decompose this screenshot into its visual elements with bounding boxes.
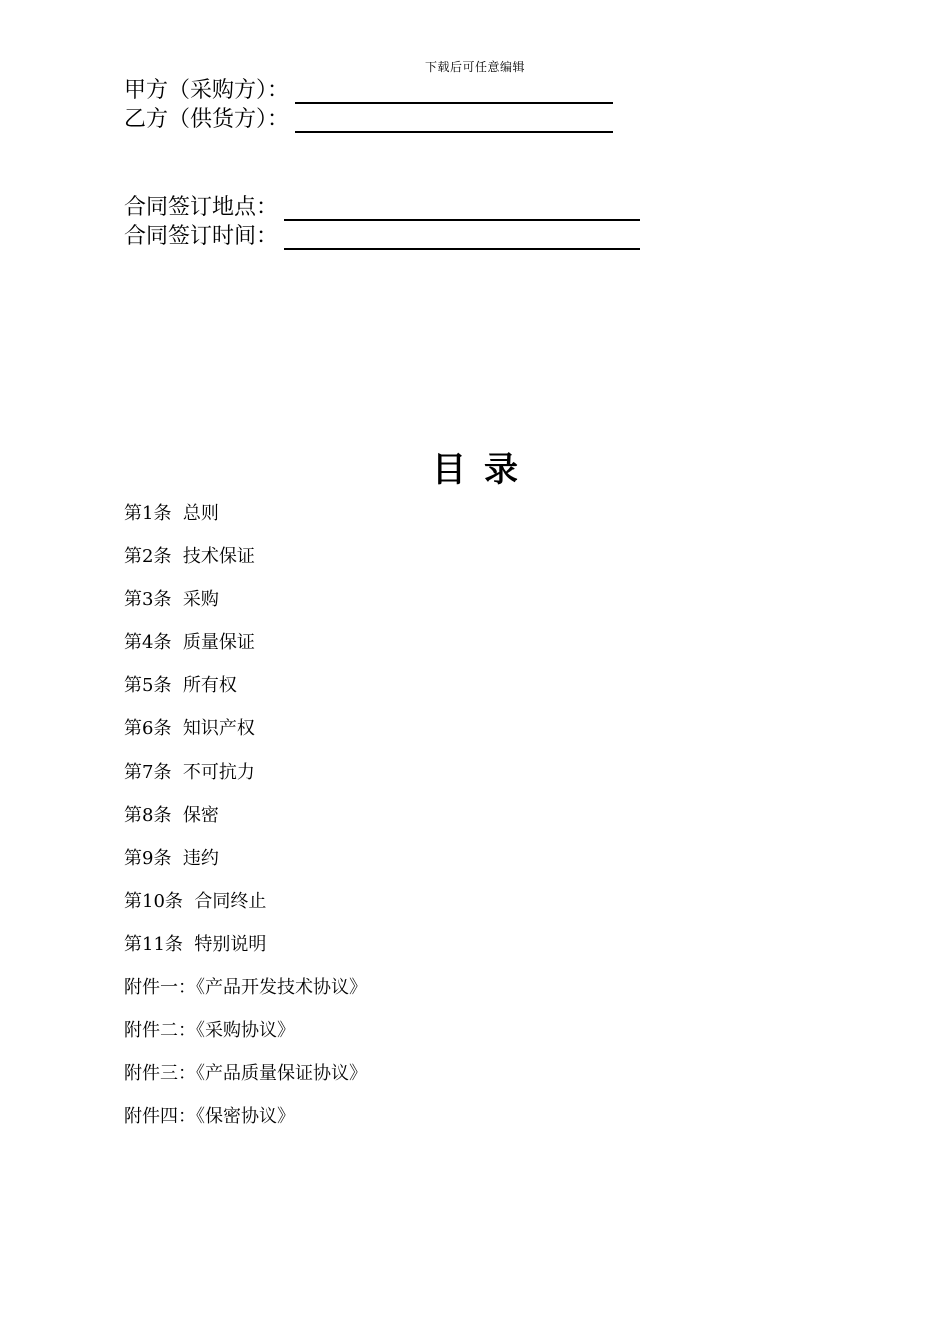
signing-place-blank-line[interactable]	[284, 195, 640, 221]
toc-item: 第8条 保密	[124, 804, 219, 826]
party-b-label: 乙方（供货方）：	[124, 107, 290, 132]
toc-attachment-item: 附件三：《产品质量保证协议》	[124, 1063, 367, 1085]
party-a-row	[124, 74, 613, 104]
toc-attachment-item: 附件二：《采购协议》	[124, 1020, 295, 1042]
signing-time-row	[124, 220, 640, 250]
toc-item: 第10条 合同终止	[124, 890, 267, 912]
signing-place-row	[124, 191, 640, 221]
party-b-row	[124, 103, 613, 133]
toc-item: 第3条 采购	[124, 589, 219, 611]
toc-item: 第9条 违约	[124, 847, 219, 869]
toc-list	[124, 503, 367, 1149]
signing-time-blank-line[interactable]	[284, 224, 640, 250]
toc-item: 第11条 特别说明	[124, 933, 267, 955]
toc-attachment-item: 附件四：《保密协议》	[124, 1106, 295, 1128]
signing-place-label: 合同签订地点：	[124, 195, 279, 220]
toc-item: 第5条 所有权	[124, 675, 237, 697]
toc-item: 第7条 不可抗力	[124, 761, 255, 783]
toc-title: 目录	[432, 450, 536, 490]
party-a-label: 甲方（采购方）：	[124, 78, 290, 103]
toc-attachment-item: 附件一：《产品开发技术协议》	[124, 977, 367, 999]
toc-item: 第1条 总则	[124, 503, 219, 524]
toc-item: 第4条 质量保证	[124, 632, 255, 654]
toc-item: 第2条 技术保证	[124, 546, 255, 568]
party-a-blank-line[interactable]	[295, 78, 613, 104]
party-b-blank-line[interactable]	[295, 107, 613, 133]
toc-item: 第6条 知识产权	[124, 718, 255, 740]
signing-time-label: 合同签订时间：	[124, 224, 279, 249]
header-note: 下载后可任意编辑	[424, 60, 525, 74]
